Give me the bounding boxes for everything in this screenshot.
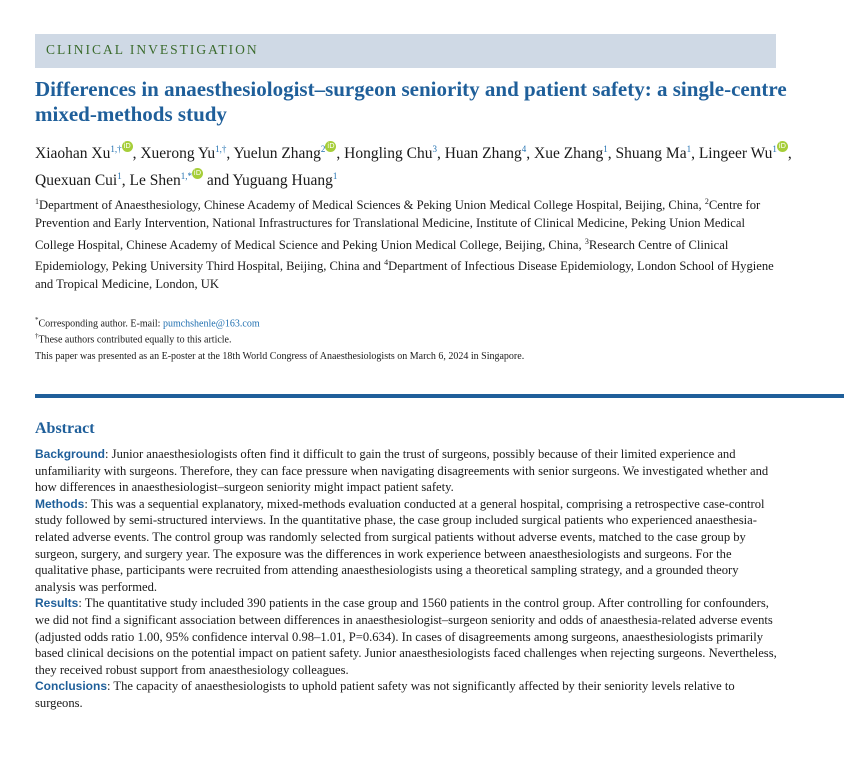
abstract-methods: Methods: This was a sequential explanatory, mixed-methods evaluation conducted at a general hospital, comprising a retrospective case-control study followed by semi-structured interviews. In the quantitative phase, the case group included surgical patients who experienced anaesthesia-related adverse events. The control group was randomly selected from surgical patients without adverse events, matched to the case group by surgeon, surgery, and surgery year. The exposure was the differences in work experience between anaesthesiologists and surgeons. For the qualitative phase, participants were recruited from attending anaesthesiologists using a theoretical sampling strategy, and a grounded theory analysis was performed. bbox=[35, 496, 765, 594]
affiliation-number: 2 bbox=[704, 197, 709, 206]
section-divider bbox=[35, 394, 844, 398]
author-name[interactable]: Le Shen bbox=[129, 172, 181, 190]
orcid-icon[interactable]: iD bbox=[778, 142, 787, 150]
author-name[interactable]: Xiaohan Xu bbox=[35, 145, 111, 163]
presentation-note: This paper was presented as an E-poster at the 18th World Congress of Anaesthesiologists on March 6, 2024 in Singapore. bbox=[35, 351, 525, 362]
affiliations bbox=[35, 193, 780, 294]
author-affiliation-marker: 1 bbox=[332, 171, 338, 182]
author-affiliation-marker: 1 bbox=[772, 144, 777, 154]
author-name[interactable]: Huan Zhang bbox=[444, 145, 522, 163]
corresponding-note: *Corresponding author. E-mail: pumchshenle@163.com bbox=[35, 316, 260, 330]
abstract-results: Results: The quantitative study included 390 patients in the case group and 1560 patients in the control group. After controlling for confounders, we did not find a significant association between differences in anaesthesiologist–surgeon seniority and odds of anaesthesia-related adverse events (adjusted odds ratio 1.00, 95% confidence interval 0.98–1.01, P=0.634). In cases of disagreements among surgeons, anaesthesiologists primarily based clinical decisions on the potential impact on patient safety. Junior anaesthesiologists faced challenges when rejecting surgeons. Nevertheless, they received robust support from anaesthesiology colleagues. bbox=[35, 596, 777, 677]
affiliation-text: Department of Infectious Disease Epidemiology, London School of Hygiene and Tropical Medicine, London, UK bbox=[35, 259, 774, 292]
abstract-heading: Abstract bbox=[35, 420, 95, 437]
author-name[interactable]: Quexuan Cui bbox=[35, 172, 118, 190]
author-name[interactable]: Xue Zhang bbox=[534, 145, 604, 163]
author-list: Xiaohan $Xu^{1,\dagger}$ iD , Xuerong $Yu^{1,\dagger}$, Yuelun Zhang$^2$ iD , Hongling Chu$^3$, Huan Zhang$^4$, Xue Zhang$^1$, Shuang Ma$^1$, Lingeer Wu$^1$ iD , Quexuan Cui$^1$, Le Shen$^{1,*}$ iD and Yuguang Huang$^1$ bbox=[35, 142, 792, 190]
author-affiliation-marker: 3 bbox=[432, 144, 437, 154]
author-affiliation-marker: 4 bbox=[521, 144, 527, 154]
author-name[interactable]: Yuelun Zhang bbox=[233, 145, 321, 163]
author-and: and bbox=[202, 172, 233, 190]
author-name[interactable]: Hongling Chu bbox=[344, 145, 433, 163]
author-name[interactable]: Lingeer Wu bbox=[698, 145, 773, 163]
affiliation-number: 1 bbox=[35, 197, 39, 206]
author-affiliation-marker: 1,* bbox=[180, 171, 192, 182]
article-title: Differences in anaesthesiologist–surgeon seniority and patient safety: a single-centre mixed-methods study bbox=[35, 77, 787, 126]
author-affiliation-marker: 1 bbox=[603, 144, 608, 154]
affiliation-number: 3 bbox=[584, 236, 589, 246]
author-name[interactable]: Yuguang Huang bbox=[232, 172, 333, 190]
author-affiliation-marker: 1,† bbox=[110, 144, 122, 154]
author-affiliation-marker: 1 bbox=[117, 171, 122, 182]
author-affiliation-marker: 1 bbox=[686, 144, 692, 154]
footnotes bbox=[35, 314, 795, 347]
author-name[interactable]: Xuerong Yu bbox=[140, 145, 216, 163]
author-name[interactable]: Shuang Ma bbox=[615, 145, 687, 163]
affiliation-text: Centre for Prevention and Early Intervention, National Infrastructures for Translational Medicine, Institute of Clinical Medicine, Peking Union Medical College Hospital, Chinese Academy of Medical Science and Peking Union Medical College, Beijing, China, bbox=[35, 198, 761, 252]
author-affiliation-marker: 2 bbox=[320, 144, 326, 154]
abstract-conclusions: Conclusions: The capacity of anaesthesiologists to uphold patient safety was not significantly affected by their seniority levels relative to surgeons. bbox=[35, 679, 735, 710]
section-label: CLINICAL INVESTIGATION bbox=[46, 42, 259, 57]
orcid-icon[interactable]: iD bbox=[123, 142, 131, 150]
equal-contribution-note: †These authors contributed equally to this article. bbox=[35, 332, 232, 346]
author-affiliation-marker: 1,† bbox=[215, 144, 227, 154]
orcid-icon[interactable]: iD bbox=[193, 169, 202, 178]
orcid-icon[interactable]: iD bbox=[327, 142, 335, 150]
affiliation-text: Department of Anaesthesiology, Chinese Academy of Medical Sciences & Peking Union Medical College Hospital, Beijing, China, bbox=[39, 198, 705, 213]
affiliation-number: 4 bbox=[384, 257, 389, 267]
abstract-body bbox=[35, 446, 777, 712]
section-banner bbox=[35, 34, 776, 68]
email-link[interactable]: pumchshenle@163.com bbox=[162, 318, 260, 330]
abstract-background: Background: Junior anaesthesiologists often find it difficult to gain the trust of surgeons, possibly because of their limited experience and unfamiliarity with surgeons. Therefore, they can face pressure when navigating disagreements with senior surgeons. We investigated whether and how differences in anaesthesiologist–surgeon seniority might impact patient safety. bbox=[35, 447, 769, 495]
affiliation-text: Research Centre of Clinical Epidemiology, Peking University Third Hospital, Beijing, China and bbox=[35, 237, 729, 274]
